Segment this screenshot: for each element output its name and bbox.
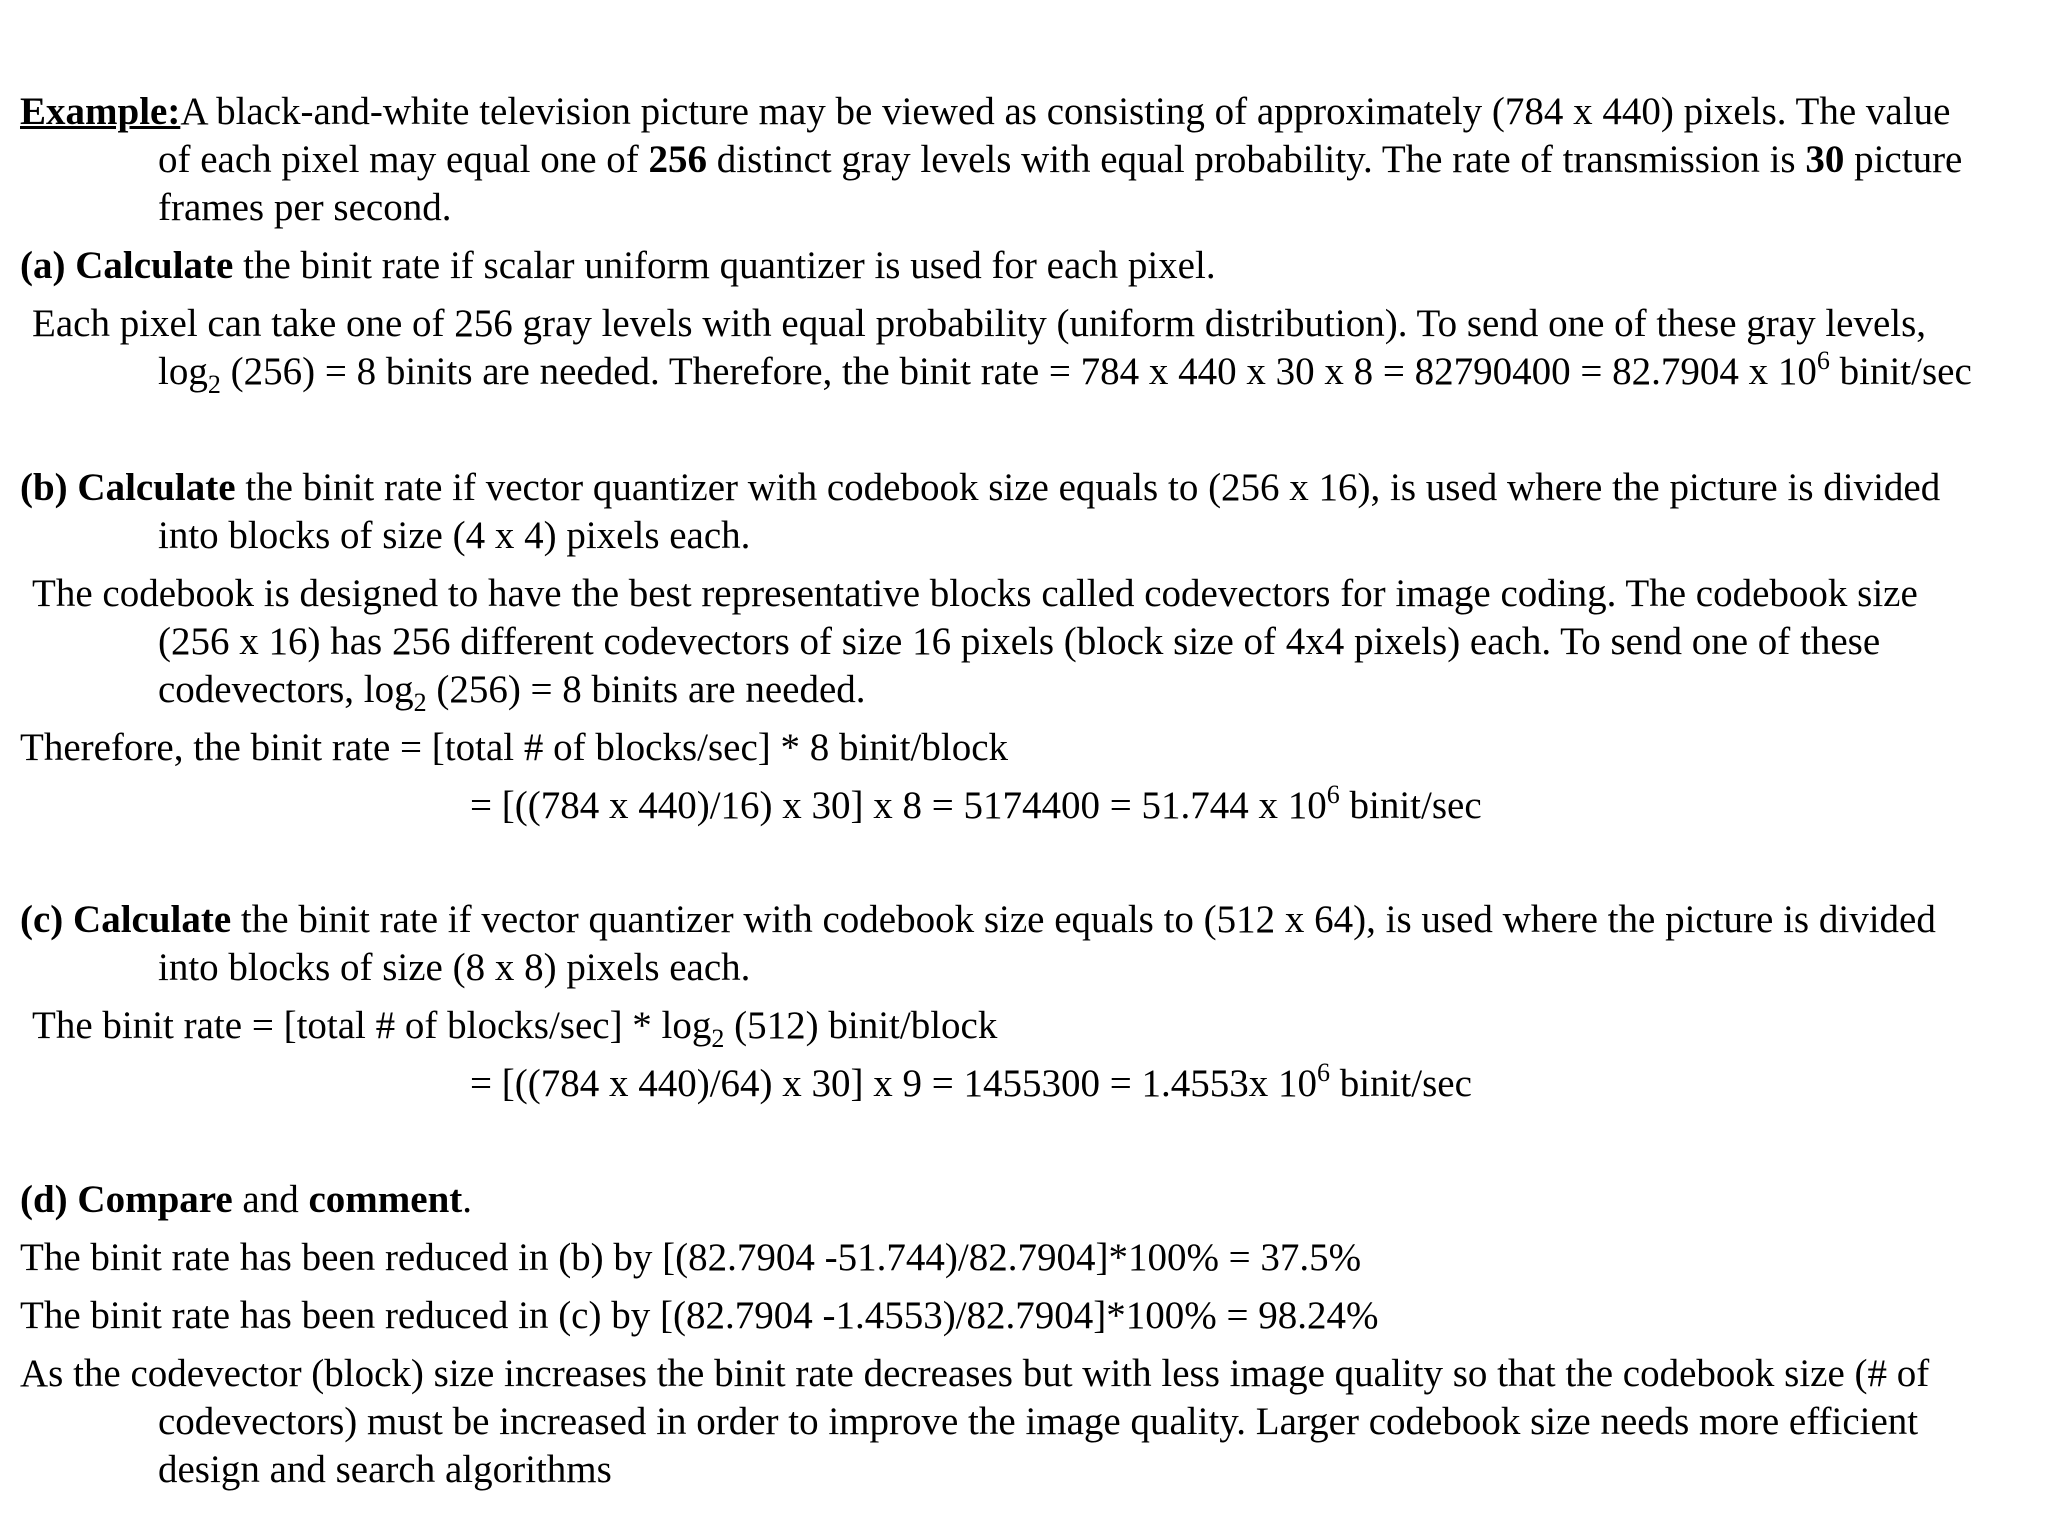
part-d-comment-label: comment: [308, 1178, 463, 1221]
example-line2-c: distinct gray levels with equal probability. The rate of transmission is: [707, 138, 1806, 181]
part-d-line4: codevectors) must be increased in order to improve the image quality. Larger codebook size needs more efficient: [158, 1400, 1919, 1443]
frame-rate-value: 30: [1805, 138, 1845, 181]
part-c-question-line1: the binit rate if vector quantizer with codebook size equals to (512 x 64), is used where the picture is divided: [231, 898, 1936, 941]
part-b-label: (b) Calculate: [20, 466, 236, 509]
part-b-answer-line1: The codebook is designed to have the best representative blocks called codevectors for image coding. The codebook size: [32, 572, 1918, 615]
part-d-line5: design and search algorithms: [158, 1448, 612, 1491]
part-b-log-base: 2: [413, 688, 427, 717]
example-line2-a: of each pixel may equal one of: [158, 138, 649, 181]
part-c-question: [20, 896, 1936, 992]
part-b-rate-line1: Therefore, the binit rate = [total # of blocks/sec] * 8 binit/block: [20, 726, 1009, 769]
part-b-answer-line2: (256 x 16) has 256 different codevectors of size 16 pixels (block size of 4x4 pixels) each. To send one of these: [158, 620, 1881, 663]
part-a-answer-line2: (256) = 8 binits are needed. Therefore, the binit rate = 784 x 440 x 30 x 8 = 82790400 = 82.7904 x 10: [220, 350, 1817, 393]
part-c-label: (c) Calculate: [20, 898, 232, 941]
part-c-rate-line1-a: The binit rate = [total # of blocks/sec] * log: [32, 1004, 712, 1047]
part-a-question: [20, 242, 1216, 290]
part-d-and: and: [232, 1178, 309, 1221]
part-b-answer-line3-a: codevectors, log: [158, 668, 414, 711]
part-b-exponent: 6: [1326, 780, 1340, 809]
part-d-compare-label: (d) Compare: [20, 1178, 233, 1221]
part-c-exponent: 6: [1317, 1058, 1330, 1087]
example-line2-e: picture: [1844, 138, 1963, 181]
part-b-question-line1: the binit rate if vector quantizer with codebook size equals to (256 x 16), is used where the picture is divided: [235, 466, 1941, 509]
part-c-rate-expression: = [((784 x 440)/64) x 30] x 9 = 1455300 = 1.4553x 10: [470, 1062, 1317, 1105]
part-a-log-base: 2: [207, 370, 221, 399]
part-c-log-base: 2: [711, 1024, 725, 1053]
part-b-rate-expression: = [((784 x 440)/16) x 30] x 8 = 5174400 = 51.744 x 10: [470, 784, 1327, 827]
part-a-label: (a) Calculate: [20, 244, 234, 287]
part-d-period: .: [462, 1178, 473, 1221]
part-d-line3: As the codevector (block) size increases the binit rate decreases but with less image quality so that the codebook size (# of: [20, 1352, 1930, 1395]
part-c-rate-line1-b: (512) binit/block: [724, 1004, 998, 1047]
part-a-exponent: 6: [1816, 346, 1830, 375]
part-c-question-line2: into blocks of size (8 x 8) pixels each.: [158, 946, 751, 989]
part-b-unit: binit/sec: [1339, 784, 1482, 827]
part-d-heading: [20, 1176, 472, 1224]
part-b-question: [20, 464, 1940, 560]
part-b-answer-line3-b: (256) = 8 binits are needed.: [426, 668, 866, 711]
part-a-unit: binit/sec: [1829, 350, 1972, 393]
part-c-rate-line2: [470, 1060, 1472, 1108]
part-a-log: log: [158, 350, 208, 393]
part-b-answer: [32, 570, 1918, 717]
part-c-unit: binit/sec: [1330, 1062, 1472, 1105]
part-d-conclusion: [20, 1350, 1929, 1494]
example-line1: A black-and-white television picture may be viewed as consisting of approximately (784 x 440) pixels. The value: [180, 90, 1951, 133]
gray-levels-value: 256: [648, 138, 708, 181]
part-a-answer: [32, 300, 1972, 399]
example-label: Example:: [20, 90, 181, 133]
example-line3: frames per second.: [158, 186, 452, 229]
part-b-rate-line2: [470, 782, 1482, 830]
part-a-answer-line1: Each pixel can take one of 256 gray levels with equal probability (uniform distribution). To send one of these gray levels,: [32, 302, 1927, 345]
part-d-line2: The binit rate has been reduced in (c) by [(82.7904 -1.4553)/82.7904]*100% = 98.24%: [20, 1294, 1379, 1337]
part-d-line1: The binit rate has been reduced in (b) by [(82.7904 -51.744)/82.7904]*100% = 37.5%: [20, 1236, 1362, 1279]
part-b-question-line2: into blocks of size (4 x 4) pixels each.: [158, 514, 751, 557]
part-c-rate-line1: [32, 1002, 998, 1053]
example-paragraph: [20, 88, 1962, 232]
part-a-question-text: the binit rate if scalar uniform quantizer is used for each pixel.: [233, 244, 1216, 287]
